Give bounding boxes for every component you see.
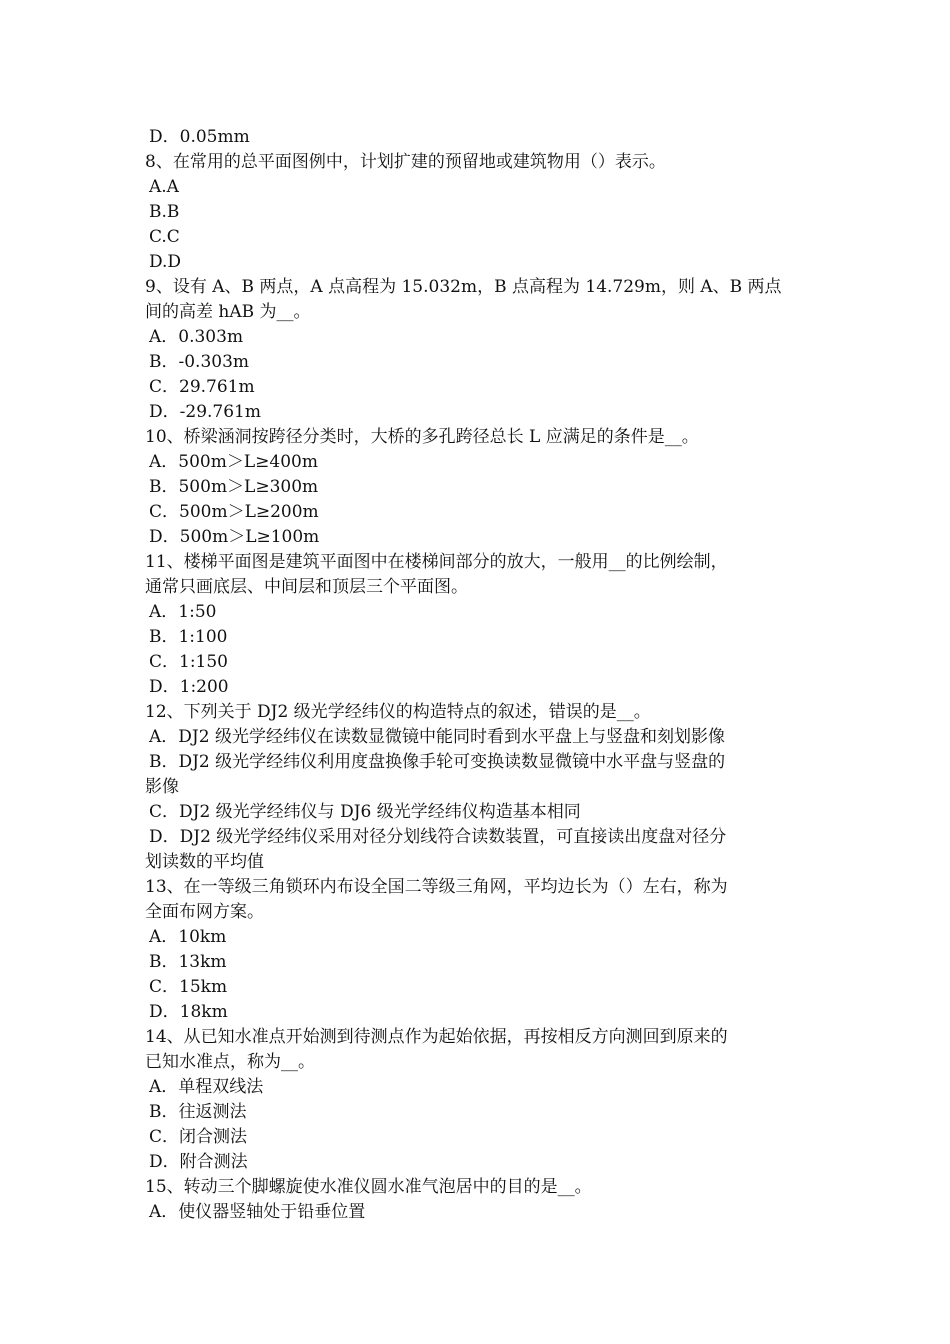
answer-option-line: C．闭合测法 bbox=[149, 1127, 248, 1147]
answer-option-line: A．0.303m bbox=[149, 327, 244, 347]
answer-option-line: C．1:150 bbox=[149, 652, 228, 672]
answer-option-line: D.D bbox=[149, 252, 182, 272]
answer-option-line: D．500m＞L≥100m bbox=[149, 527, 320, 547]
document-page bbox=[145, 125, 810, 1225]
answer-option-line: B．500m＞L≥300m bbox=[149, 477, 319, 497]
question-text-line: 15、转动三个脚螺旋使水准仪圆水准气泡居中的目的是__。 bbox=[145, 1177, 592, 1197]
answer-option-line: A．使仪器竖轴处于铅垂位置 bbox=[149, 1202, 366, 1222]
answer-option-line: B．13km bbox=[149, 952, 227, 972]
answer-option-line: A．单程双线法 bbox=[149, 1077, 264, 1097]
answer-option-line: C．DJ2 级光学经纬仪与 DJ6 级光学经纬仪构造基本相同 bbox=[149, 802, 581, 822]
answer-option-line: B．-0.303m bbox=[149, 352, 250, 372]
answer-option-line: D．DJ2 级光学经纬仪采用对径分划线符合读数装置，可直接读出度盘对径分 bbox=[149, 827, 727, 847]
question-text-line: 通常只画底层、中间层和顶层三个平面图。 bbox=[145, 577, 468, 597]
question-text-line: 影像 bbox=[145, 777, 179, 797]
answer-option-line: A．DJ2 级光学经纬仪在读数显微镜中能同时看到水平盘上与竖盘和刻划影像 bbox=[149, 727, 725, 747]
answer-option-line: D．1:200 bbox=[149, 677, 229, 697]
question-text-line: 14、从已知水准点开始测到待测点作为起始依据，再按相反方向测回到原来的 bbox=[145, 1027, 728, 1047]
answer-option-line: C.C bbox=[149, 227, 180, 247]
answer-option-line: B．往返测法 bbox=[149, 1102, 247, 1122]
answer-option-line: D．18km bbox=[149, 1002, 228, 1022]
answer-option-line: D．附合测法 bbox=[149, 1152, 248, 1172]
answer-option-line: B.B bbox=[149, 202, 180, 222]
answer-option-line: D．0.05mm bbox=[149, 127, 250, 147]
answer-option-line: A．500m＞L≥400m bbox=[149, 452, 318, 472]
answer-option-line: A.A bbox=[149, 177, 179, 197]
answer-option-line: A．10km bbox=[149, 927, 227, 947]
answer-option-line: C．500m＞L≥200m bbox=[149, 502, 319, 522]
answer-option-line: B．1:100 bbox=[149, 627, 228, 647]
question-text-line: 划读数的平均值 bbox=[145, 852, 264, 872]
question-text-line: 13、在一等级三角锁环内布设全国二等级三角网，平均边长为（）左右，称为 bbox=[145, 877, 728, 897]
answer-option-line: C．15km bbox=[149, 977, 228, 997]
question-text-line: 8、在常用的总平面图例中，计划扩建的预留地或建筑物用（）表示。 bbox=[145, 152, 666, 172]
question-text-line: 12、下列关于 DJ2 级光学经纬仪的构造特点的叙述，错误的是__。 bbox=[145, 702, 651, 722]
question-text-line: 全面布网方案。 bbox=[145, 902, 264, 922]
answer-option-line: B．DJ2 级光学经纬仪利用度盘换像手轮可变换读数显微镜中水平盘与竖盘的 bbox=[149, 752, 726, 772]
question-text-line: 9、设有 A、B 两点，A 点高程为 15.032m，B 点高程为 14.729m，则 A、B 两点 bbox=[145, 277, 782, 297]
answer-option-line: A．1:50 bbox=[149, 602, 217, 622]
answer-option-line: D．-29.761m bbox=[149, 402, 261, 422]
question-text-line: 11、楼梯平面图是建筑平面图中在楼梯间部分的放大，一般用__的比例绘制， bbox=[145, 552, 728, 572]
question-text-line: 间的高差 hAB 为__。 bbox=[145, 302, 311, 322]
question-text-line: 10、桥梁涵洞按跨径分类时，大桥的多孔跨径总长 L 应满足的条件是__。 bbox=[145, 427, 699, 447]
question-text-line: 已知水准点，称为__。 bbox=[145, 1052, 315, 1072]
answer-option-line: C．29.761m bbox=[149, 377, 255, 397]
